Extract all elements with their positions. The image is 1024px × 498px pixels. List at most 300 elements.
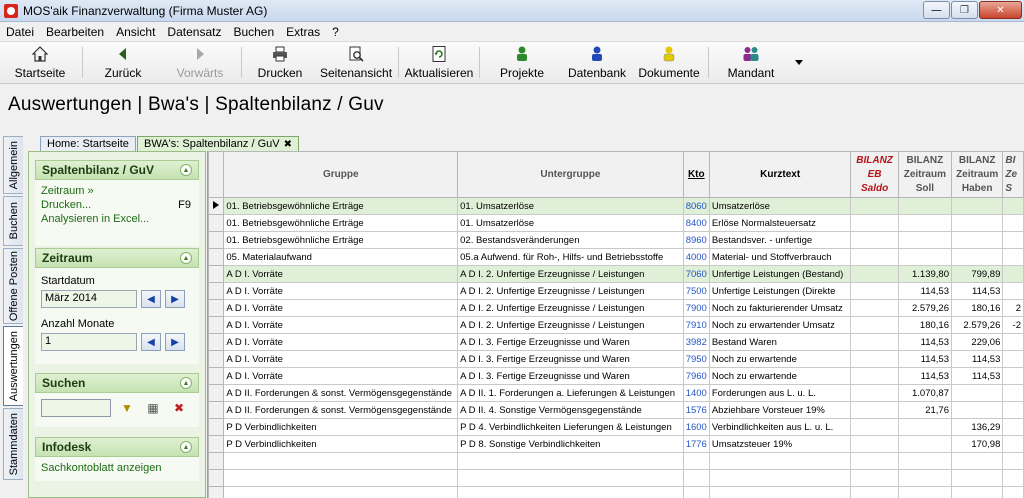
- section-infodesk: [35, 437, 199, 481]
- empty-cell: [951, 453, 1002, 470]
- row-indicator[interactable]: [209, 317, 224, 334]
- forward-button[interactable]: [161, 42, 239, 83]
- table-row[interactable]: [209, 351, 1024, 368]
- empty-cell: [898, 470, 951, 487]
- col-header-kto[interactable]: Kto: [683, 152, 709, 198]
- minimize-button[interactable]: —: [923, 1, 950, 19]
- cell-partial[interactable]: [1003, 334, 1024, 351]
- cell-gruppe[interactable]: 01. Betriebsgewöhnliche Erträge: [224, 232, 458, 249]
- anzahl-label: Anzahl Monate: [41, 318, 115, 330]
- empty-cell: [458, 487, 684, 498]
- table-row[interactable]: [209, 283, 1024, 300]
- table-row[interactable]: [209, 419, 1024, 436]
- section-header[interactable]: [35, 437, 199, 457]
- mandant-button[interactable]: [711, 42, 791, 83]
- cell-partial[interactable]: -2: [1003, 317, 1024, 334]
- header-line: EB: [867, 168, 882, 180]
- cell-partial[interactable]: [1003, 351, 1024, 368]
- cell-kurztext[interactable]: Umsatzerlöse: [709, 198, 851, 215]
- row-indicator[interactable]: [209, 283, 224, 300]
- section-header[interactable]: [35, 373, 199, 393]
- cell-gruppe[interactable]: P D Verbindlichkeiten: [224, 419, 458, 436]
- cell-partial[interactable]: [1003, 419, 1024, 436]
- print-preview-icon: [347, 45, 365, 63]
- doc-tab-spaltenbilanz[interactable]: [137, 136, 299, 151]
- cell-soll[interactable]: 1.070,87: [898, 385, 951, 402]
- search-input[interactable]: [41, 399, 111, 417]
- doc-tab-home[interactable]: [40, 136, 136, 151]
- collapse-icon[interactable]: ▲: [180, 252, 192, 264]
- vtab-label: Stammdaten: [7, 412, 20, 476]
- section-suchen: [35, 373, 199, 427]
- shortcut-key: F9: [178, 199, 191, 211]
- header-line: Soll: [915, 182, 935, 194]
- cell-partial[interactable]: 2: [1003, 300, 1024, 317]
- empty-cell: [683, 470, 709, 487]
- sachkonto-link[interactable]: Sachkontoblatt anzeigen: [41, 462, 162, 474]
- cell-kto[interactable]: 1576: [683, 402, 709, 419]
- row-indicator[interactable]: [209, 419, 224, 436]
- cell-haben[interactable]: 114,53: [951, 351, 1002, 368]
- startdatum-field[interactable]: März 2014: [41, 290, 137, 308]
- cell-haben[interactable]: 170,98: [951, 436, 1002, 453]
- vtab-auswertungen[interactable]: [3, 326, 23, 406]
- filter-icon[interactable]: ▼: [121, 401, 133, 415]
- cell-untergruppe[interactable]: A D I. 2. Unfertige Erzeugnisse / Leistungen: [458, 300, 684, 317]
- cell-kto[interactable]: 1776: [683, 436, 709, 453]
- vtab-label: Allgemein: [7, 140, 20, 190]
- cell-kto[interactable]: 7900: [683, 300, 709, 317]
- mandant-icon: [742, 45, 760, 63]
- cell-gruppe[interactable]: A D I. Vorräte: [224, 317, 458, 334]
- cell-untergruppe[interactable]: A D I. 2. Unfertige Erzeugnisse / Leistungen: [458, 317, 684, 334]
- cell-haben[interactable]: 799,89: [951, 266, 1002, 283]
- cell-kurztext[interactable]: Noch zu erwartende: [709, 368, 851, 385]
- row-indicator-header: [209, 152, 224, 198]
- cell-untergruppe[interactable]: A D I. 3. Fertige Erzeugnisse und Waren: [458, 351, 684, 368]
- header-line: Saldo: [860, 182, 889, 194]
- printer-icon: [271, 45, 289, 63]
- cell-untergruppe[interactable]: A D I. 2. Unfertige Erzeugnisse / Leistungen: [458, 283, 684, 300]
- cell-kurztext[interactable]: Umsatzsteuer 19%: [709, 436, 851, 453]
- table-row[interactable]: [209, 402, 1024, 419]
- page-title: Auswertungen | Bwa's | Spaltenbilanz / Guv: [8, 94, 384, 115]
- empty-cell: [851, 453, 898, 470]
- cell-eb-saldo[interactable]: [851, 436, 898, 453]
- empty-cell: [683, 453, 709, 470]
- arrow-left-icon: [114, 45, 132, 63]
- projects-icon: [513, 45, 531, 63]
- cell-kurztext[interactable]: Forderungen aus L. u. L.: [709, 385, 851, 402]
- empty-row: [209, 470, 1024, 487]
- cell-eb-saldo[interactable]: [851, 198, 898, 215]
- cell-gruppe[interactable]: 01. Betriebsgewöhnliche Erträge: [224, 198, 458, 215]
- cell-untergruppe[interactable]: 02. Bestandsveränderungen: [458, 232, 684, 249]
- cell-soll[interactable]: [898, 249, 951, 266]
- cell-gruppe[interactable]: A D I. Vorräte: [224, 283, 458, 300]
- cell-untergruppe[interactable]: P D 8. Sonstige Verbindlichkeiten: [458, 436, 684, 453]
- toolbar: [0, 42, 1024, 84]
- empty-cell: [709, 487, 851, 498]
- table-row[interactable]: [209, 266, 1024, 283]
- cell-eb-saldo[interactable]: [851, 402, 898, 419]
- cell-untergruppe[interactable]: A D I. 3. Fertige Erzeugnisse und Waren: [458, 334, 684, 351]
- cell-soll[interactable]: 114,53: [898, 368, 951, 385]
- empty-cell: [851, 470, 898, 487]
- empty-cell: [224, 487, 458, 498]
- section-title: Spaltenbilanz / GuV: [42, 163, 155, 177]
- cell-kurztext[interactable]: Abziehbare Vorsteuer 19%: [709, 402, 851, 419]
- cell-haben[interactable]: 229,06: [951, 334, 1002, 351]
- drucken-link-label: Drucken...: [41, 199, 92, 211]
- mandant-dropdown-button[interactable]: [791, 42, 807, 83]
- data-grid: [207, 151, 1024, 498]
- cell-partial[interactable]: [1003, 232, 1024, 249]
- cell-haben[interactable]: [951, 385, 1002, 402]
- empty-cell: [709, 470, 851, 487]
- cell-kto[interactable]: 3982: [683, 334, 709, 351]
- datenbank-button[interactable]: [562, 42, 632, 83]
- cell-eb-saldo[interactable]: [851, 368, 898, 385]
- cell-soll[interactable]: 2.579,26: [898, 300, 951, 317]
- cell-untergruppe[interactable]: A D I. 3. Fertige Erzeugnisse und Waren: [458, 368, 684, 385]
- menu-ansicht[interactable]: Ansicht: [116, 24, 156, 39]
- cell-eb-saldo[interactable]: [851, 419, 898, 436]
- toolbar-separator: [241, 47, 242, 78]
- cell-haben[interactable]: 136,29: [951, 419, 1002, 436]
- cell-eb-saldo[interactable]: [851, 283, 898, 300]
- empty-cell: [1003, 453, 1024, 470]
- prev-month-button[interactable]: ◀: [141, 290, 161, 308]
- dokumente-label: Dokumente: [638, 66, 700, 80]
- table-row[interactable]: [209, 317, 1024, 334]
- cell-untergruppe[interactable]: A D II. 1. Forderungen a. Lieferungen & Leistungen: [458, 385, 684, 402]
- cell-gruppe[interactable]: A D I. Vorräte: [224, 368, 458, 385]
- row-indicator[interactable]: [209, 402, 224, 419]
- empty-cell: [1003, 470, 1024, 487]
- cell-eb-saldo[interactable]: [851, 334, 898, 351]
- empty-cell: [458, 470, 684, 487]
- close-button[interactable]: ✕: [979, 1, 1022, 19]
- section-header[interactable]: [35, 248, 199, 268]
- cell-untergruppe[interactable]: 05.a Aufwend. für Roh-, Hilfs- und Betriebsstoffe: [458, 249, 684, 266]
- header-line: BILANZ: [856, 154, 893, 166]
- cell-haben[interactable]: [951, 215, 1002, 232]
- section-zeitraum: [35, 248, 199, 364]
- cell-eb-saldo[interactable]: [851, 215, 898, 232]
- empty-cell: [224, 453, 458, 470]
- anzahl-field[interactable]: 1: [41, 333, 137, 351]
- toolbar-separator: [479, 47, 480, 78]
- table-row[interactable]: [209, 436, 1024, 453]
- cell-kto[interactable]: 7500: [683, 283, 709, 300]
- empty-cell: [1003, 487, 1024, 498]
- cell-soll[interactable]: 114,53: [898, 334, 951, 351]
- cell-haben[interactable]: [951, 198, 1002, 215]
- cell-kurztext[interactable]: Noch zu erwartender Umsatz: [709, 317, 851, 334]
- col-header-zeitraum-soll[interactable]: [898, 152, 951, 198]
- row-indicator[interactable]: [209, 232, 224, 249]
- cell-soll[interactable]: [898, 215, 951, 232]
- cell-soll[interactable]: [898, 198, 951, 215]
- toolbar-separator: [398, 47, 399, 78]
- table-row[interactable]: [209, 334, 1024, 351]
- cell-kurztext[interactable]: Erlöse Normalsteuersatz: [709, 215, 851, 232]
- cell-kto[interactable]: 7950: [683, 351, 709, 368]
- empty-cell: [851, 487, 898, 498]
- row-indicator[interactable]: [209, 249, 224, 266]
- empty-cell: [709, 453, 851, 470]
- startdatum-label: Startdatum: [41, 275, 95, 287]
- menu-datei[interactable]: Datei: [6, 24, 35, 39]
- col-header-partial[interactable]: [1003, 152, 1024, 198]
- row-indicator[interactable]: [209, 351, 224, 368]
- cell-kurztext[interactable]: Unfertige Leistungen (Direkte: [709, 283, 851, 300]
- cell-partial[interactable]: [1003, 249, 1024, 266]
- section-spaltenbilanz: [35, 160, 199, 246]
- search-table-icon[interactable]: ▦: [147, 401, 159, 415]
- row-indicator[interactable]: [209, 215, 224, 232]
- cell-partial[interactable]: [1003, 402, 1024, 419]
- excel-link[interactable]: Analysieren in Excel...: [41, 213, 150, 225]
- startseite-button[interactable]: [0, 42, 80, 83]
- header-line: BILANZ: [906, 154, 944, 166]
- cell-kurztext[interactable]: Bestand Waren: [709, 334, 851, 351]
- empty-cell: [458, 453, 684, 470]
- increase-months-button[interactable]: ▶: [165, 333, 185, 351]
- col-header-untergruppe[interactable]: Untergruppe: [458, 152, 684, 198]
- print-preview-label: Seitenansicht: [319, 66, 393, 80]
- home-icon: [31, 45, 49, 63]
- title-bar: [0, 0, 1024, 22]
- window-title: MOS'aik Finanzverwaltung (Firma Muster AG): [23, 3, 268, 18]
- cell-partial[interactable]: [1003, 215, 1024, 232]
- empty-cell: [951, 470, 1002, 487]
- vtab-offene-posten[interactable]: [3, 248, 23, 324]
- cell-soll[interactable]: 114,53: [898, 351, 951, 368]
- cell-partial[interactable]: [1003, 436, 1024, 453]
- menu-bar: [0, 22, 1024, 42]
- cell-partial[interactable]: [1003, 266, 1024, 283]
- drucken-link[interactable]: [41, 198, 193, 212]
- dokumente-button[interactable]: [632, 42, 706, 83]
- cell-gruppe[interactable]: A D II. Forderungen & sonst. Vermögensgegenstände: [224, 402, 458, 419]
- cell-eb-saldo[interactable]: [851, 385, 898, 402]
- table-row[interactable]: [209, 232, 1024, 249]
- empty-row: [209, 487, 1024, 498]
- header-line: S: [1005, 182, 1013, 194]
- row-indicator[interactable]: [209, 436, 224, 453]
- cell-soll[interactable]: [898, 436, 951, 453]
- database-icon: [588, 45, 606, 63]
- cell-kto[interactable]: 8960: [683, 232, 709, 249]
- empty-cell: [951, 487, 1002, 498]
- refresh-icon: [430, 45, 448, 63]
- row-indicator[interactable]: [209, 198, 224, 215]
- empty-cell: [209, 487, 224, 498]
- menu-buchen[interactable]: Buchen: [233, 24, 275, 39]
- cell-soll[interactable]: 1.139,80: [898, 266, 951, 283]
- cell-haben[interactable]: 114,53: [951, 368, 1002, 385]
- cell-kto[interactable]: 7060: [683, 266, 709, 283]
- cell-partial[interactable]: [1003, 283, 1024, 300]
- app-icon: [4, 4, 18, 18]
- cell-soll[interactable]: 180,16: [898, 317, 951, 334]
- col-header-gruppe[interactable]: Gruppe: [224, 152, 458, 198]
- toolbar-separator: [708, 47, 709, 78]
- toolbar-separator: [82, 47, 83, 78]
- arrow-right-icon: [191, 45, 209, 63]
- cell-gruppe[interactable]: P D Verbindlichkeiten: [224, 436, 458, 453]
- vtab-buchen[interactable]: [3, 196, 23, 246]
- cell-eb-saldo[interactable]: [851, 300, 898, 317]
- print-preview-button[interactable]: [316, 42, 396, 83]
- cell-gruppe[interactable]: A D II. Forderungen & sonst. Vermögensgegenstände: [224, 385, 458, 402]
- empty-cell: [224, 470, 458, 487]
- back-label: Zurück: [104, 66, 142, 80]
- header-line: Zeitraum: [956, 168, 999, 180]
- doc-tab-label: Home: Startseite: [47, 138, 129, 150]
- refresh-label: Aktualisieren: [404, 66, 474, 80]
- header-line: Zeitraum: [903, 168, 946, 180]
- vtab-stammdaten[interactable]: [3, 408, 23, 480]
- row-indicator[interactable]: [209, 300, 224, 317]
- cell-soll[interactable]: [898, 419, 951, 436]
- cell-gruppe[interactable]: 05. Materialaufwand: [224, 249, 458, 266]
- vtab-label: Offene Posten: [7, 250, 20, 322]
- empty-cell: [209, 470, 224, 487]
- decrease-months-button[interactable]: ◀: [141, 333, 161, 351]
- header-row: [209, 152, 1024, 198]
- cell-kurztext[interactable]: Material- und Stoffverbrauch: [709, 249, 851, 266]
- cell-gruppe[interactable]: A D I. Vorräte: [224, 266, 458, 283]
- cell-kto[interactable]: 1400: [683, 385, 709, 402]
- empty-row: [209, 453, 1024, 470]
- row-indicator[interactable]: [209, 334, 224, 351]
- clear-filter-icon[interactable]: ✖: [173, 401, 185, 415]
- collapse-icon[interactable]: ▲: [180, 377, 192, 389]
- forward-label: Vorwärts: [176, 66, 224, 80]
- cell-kto[interactable]: 4000: [683, 249, 709, 266]
- menu-bearbeiten[interactable]: Bearbeiten: [46, 24, 105, 39]
- cell-gruppe[interactable]: A D I. Vorräte: [224, 300, 458, 317]
- cell-gruppe[interactable]: 01. Betriebsgewöhnliche Erträge: [224, 215, 458, 232]
- table-row[interactable]: [209, 385, 1024, 402]
- print-label: Drucken: [257, 66, 303, 80]
- collapse-icon[interactable]: ▲: [180, 164, 192, 176]
- cell-kto[interactable]: 7960: [683, 368, 709, 385]
- cell-partial[interactable]: [1003, 368, 1024, 385]
- cell-kurztext[interactable]: Unfertige Leistungen (Bestand): [709, 266, 851, 283]
- cell-untergruppe[interactable]: A D I. 2. Unfertige Erzeugnisse / Leistungen: [458, 266, 684, 283]
- cell-kurztext[interactable]: Noch zu erwartende: [709, 351, 851, 368]
- projekte-label: Projekte: [499, 66, 545, 80]
- vtab-allgemein[interactable]: [3, 136, 23, 194]
- cell-untergruppe[interactable]: 01. Umsatzerlöse: [458, 198, 684, 215]
- empty-cell: [898, 487, 951, 498]
- cell-gruppe[interactable]: A D I. Vorräte: [224, 334, 458, 351]
- cell-kurztext[interactable]: Noch zu fakturierender Umsatz: [709, 300, 851, 317]
- table-row[interactable]: [209, 368, 1024, 385]
- collapse-icon[interactable]: ▲: [180, 441, 192, 453]
- cell-untergruppe[interactable]: 01. Umsatzerlöse: [458, 215, 684, 232]
- header-line: Haben: [961, 182, 993, 194]
- close-tab-icon[interactable]: ✖: [283, 139, 292, 150]
- restore-button[interactable]: ❐: [951, 1, 978, 19]
- vtab-label: Buchen: [7, 202, 20, 240]
- cell-partial[interactable]: [1003, 385, 1024, 402]
- cell-eb-saldo[interactable]: [851, 351, 898, 368]
- table-row[interactable]: [209, 300, 1024, 317]
- row-indicator[interactable]: [209, 368, 224, 385]
- empty-cell: [898, 453, 951, 470]
- row-indicator[interactable]: [209, 385, 224, 402]
- cell-kurztext[interactable]: Verbindlichkeiten aus L. u. L.: [709, 419, 851, 436]
- projekte-button[interactable]: [482, 42, 562, 83]
- section-title: Zeitraum: [42, 251, 93, 265]
- menu-datensatz[interactable]: Datensatz: [167, 24, 222, 39]
- task-panel: [28, 151, 206, 498]
- cell-haben[interactable]: 180,16: [951, 300, 1002, 317]
- cell-haben[interactable]: [951, 232, 1002, 249]
- datenbank-label: Datenbank: [567, 66, 627, 80]
- cell-eb-saldo[interactable]: [851, 317, 898, 334]
- mandant-label: Mandant: [727, 66, 775, 80]
- cell-eb-saldo[interactable]: [851, 266, 898, 283]
- menu-extras[interactable]: Extras: [286, 24, 321, 39]
- menu-help[interactable]: ?: [332, 24, 339, 39]
- cell-untergruppe[interactable]: A D II. 4. Sonstige Vermögensgegenstände: [458, 402, 684, 419]
- cell-kto[interactable]: 7910: [683, 317, 709, 334]
- cell-soll[interactable]: [898, 232, 951, 249]
- cell-haben[interactable]: [951, 249, 1002, 266]
- cell-gruppe[interactable]: A D I. Vorräte: [224, 351, 458, 368]
- back-button[interactable]: [85, 42, 161, 83]
- cell-kto[interactable]: 8060: [683, 198, 709, 215]
- cell-soll[interactable]: 21,76: [898, 402, 951, 419]
- cell-eb-saldo[interactable]: [851, 249, 898, 266]
- section-title: Suchen: [42, 376, 86, 390]
- table-row[interactable]: [209, 198, 1024, 215]
- cell-kto[interactable]: 1600: [683, 419, 709, 436]
- cell-partial[interactable]: [1003, 198, 1024, 215]
- col-header-zeitraum-haben[interactable]: [951, 152, 1002, 198]
- table-row[interactable]: [209, 249, 1024, 266]
- print-button[interactable]: [244, 42, 316, 83]
- section-header[interactable]: [35, 160, 199, 180]
- cell-eb-saldo[interactable]: [851, 232, 898, 249]
- col-header-kurztext[interactable]: Kurztext: [709, 152, 851, 198]
- cell-haben[interactable]: 2.579,26: [951, 317, 1002, 334]
- zeitraum-link[interactable]: Zeitraum »: [41, 185, 94, 197]
- cell-soll[interactable]: 114,53: [898, 283, 951, 300]
- row-indicator[interactable]: [209, 266, 224, 283]
- refresh-button[interactable]: [401, 42, 477, 83]
- empty-cell: [683, 487, 709, 498]
- header-line: BI: [1005, 154, 1016, 166]
- startseite-label: Startseite: [14, 66, 66, 80]
- col-header-bilanz-eb[interactable]: [851, 152, 898, 198]
- empty-cell: [209, 453, 224, 470]
- cell-haben[interactable]: [951, 402, 1002, 419]
- table-row[interactable]: [209, 215, 1024, 232]
- documents-icon: [660, 45, 678, 63]
- cell-kurztext[interactable]: Bestandsver. - unfertige: [709, 232, 851, 249]
- cell-haben[interactable]: 114,53: [951, 283, 1002, 300]
- cell-untergruppe[interactable]: P D 4. Verbindlichkeiten Lieferungen & Leistungen: [458, 419, 684, 436]
- next-month-button[interactable]: ▶: [165, 290, 185, 308]
- cell-kto[interactable]: 8400: [683, 215, 709, 232]
